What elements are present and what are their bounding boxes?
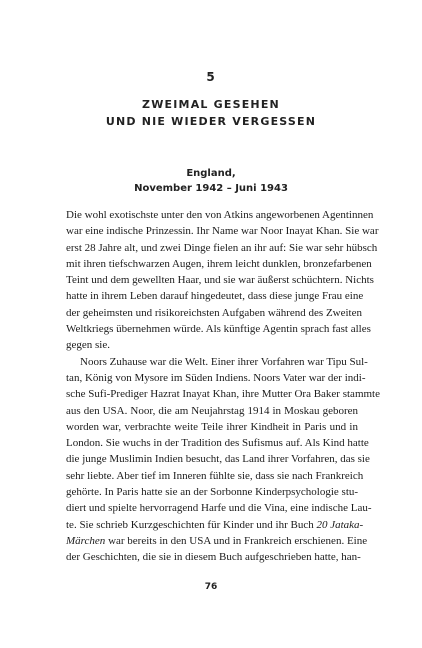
section-place: England, [186,168,236,179]
page-number: 76 [204,582,218,592]
text-line: war eine indische Prinzessin. Ihr Name war Noor Inayat Khan. Sie war [66,225,379,238]
text-line: der Geschichten, die sie in diesem Buch aufgeschrieben hatte, han- [66,551,361,564]
book-title-italic: Märchen [66,534,106,547]
text-line: London. Sie wuchs in der Tradition des Sufismus auf. Als Kind hatte [66,437,369,450]
text-line: gehörte. In Paris hatte sie an der Sorbonne Kinderpsychologie stu- [66,486,359,499]
chapter-title-line-2: UND NIE WIEDER VERGESSEN [105,115,317,128]
body-text [66,207,380,566]
text-line: erst 28 Jahre alt, und zwei Dinge fielen an ihr auf: Sie war sehr hübsch [66,241,378,254]
text-line: hatte in ihrem Leben darauf hingedeutet, dass diese junge Frau eine [66,290,364,303]
text-line: tan, König von Mysore im Süden Indiens. Noors Vater war der indi- [66,371,366,384]
text-run: war bereits in den USA und in Frankreich erschienen. Eine [105,534,368,547]
chapter-title [0,96,422,130]
chapter-title-line-1: ZWEIMAL GESEHEN [142,98,280,111]
text-line: Teint und dem gewellten Haar, und sie war äußerst schüchtern. Nichts [66,274,374,287]
text-run: te. Sie schrieb Kurzgeschichten für Kinder und ihr Buch [66,518,317,531]
book-title-italic: 20 Jataka- [316,518,364,531]
text-line: sche Sufi-Prediger Hazrat Inayat Khan, ihre Mutter Ora Baker stammte [66,388,380,401]
chapter-number: 5 [206,70,216,84]
text-line [66,517,364,533]
section-heading [0,166,422,196]
text-line: sehr liebte. Aber tief im Inneren fühlte sie, dass sie nach Frankreich [66,469,364,482]
text-line: aus den USA. Noor, die am Neujahrstag 1914 in Moskau geboren [66,404,358,417]
paragraph-1 [66,207,379,354]
text-line: die junge Muslimin Indien besucht, das Land ihrer Vorfahren, das sie [66,453,370,466]
text-line: mit ihren tiefschwarzen Augen, ihrem leicht dunklen, bronzefarbenen [66,257,372,270]
text-line: worden war, verbrachte weite Teile ihrer Kindheit in Paris und in [66,420,358,433]
text-line: Die wohl exotischste unter den von Atkins angeworbenen Agentinnen [66,209,374,221]
text-line: der geheimsten und risikoreichsten Aufgaben während des Zweiten [66,306,362,319]
text-line: Weltkriegs übernehmen würde. Als künftige Agentin sprach fast alles [66,323,371,336]
text-line [66,533,368,549]
text-line: gegen sie. [66,339,110,352]
text-line: Noors Zuhause war die Welt. Einer ihrer Vorfahren war Tipu Sul- [80,355,368,368]
paragraph-2 [66,354,380,566]
text-line: diert und spielte hervorragend Harfe und die Vina, eine indische Lau- [66,502,372,515]
section-dates: November 1942 – Juni 1943 [134,183,288,194]
